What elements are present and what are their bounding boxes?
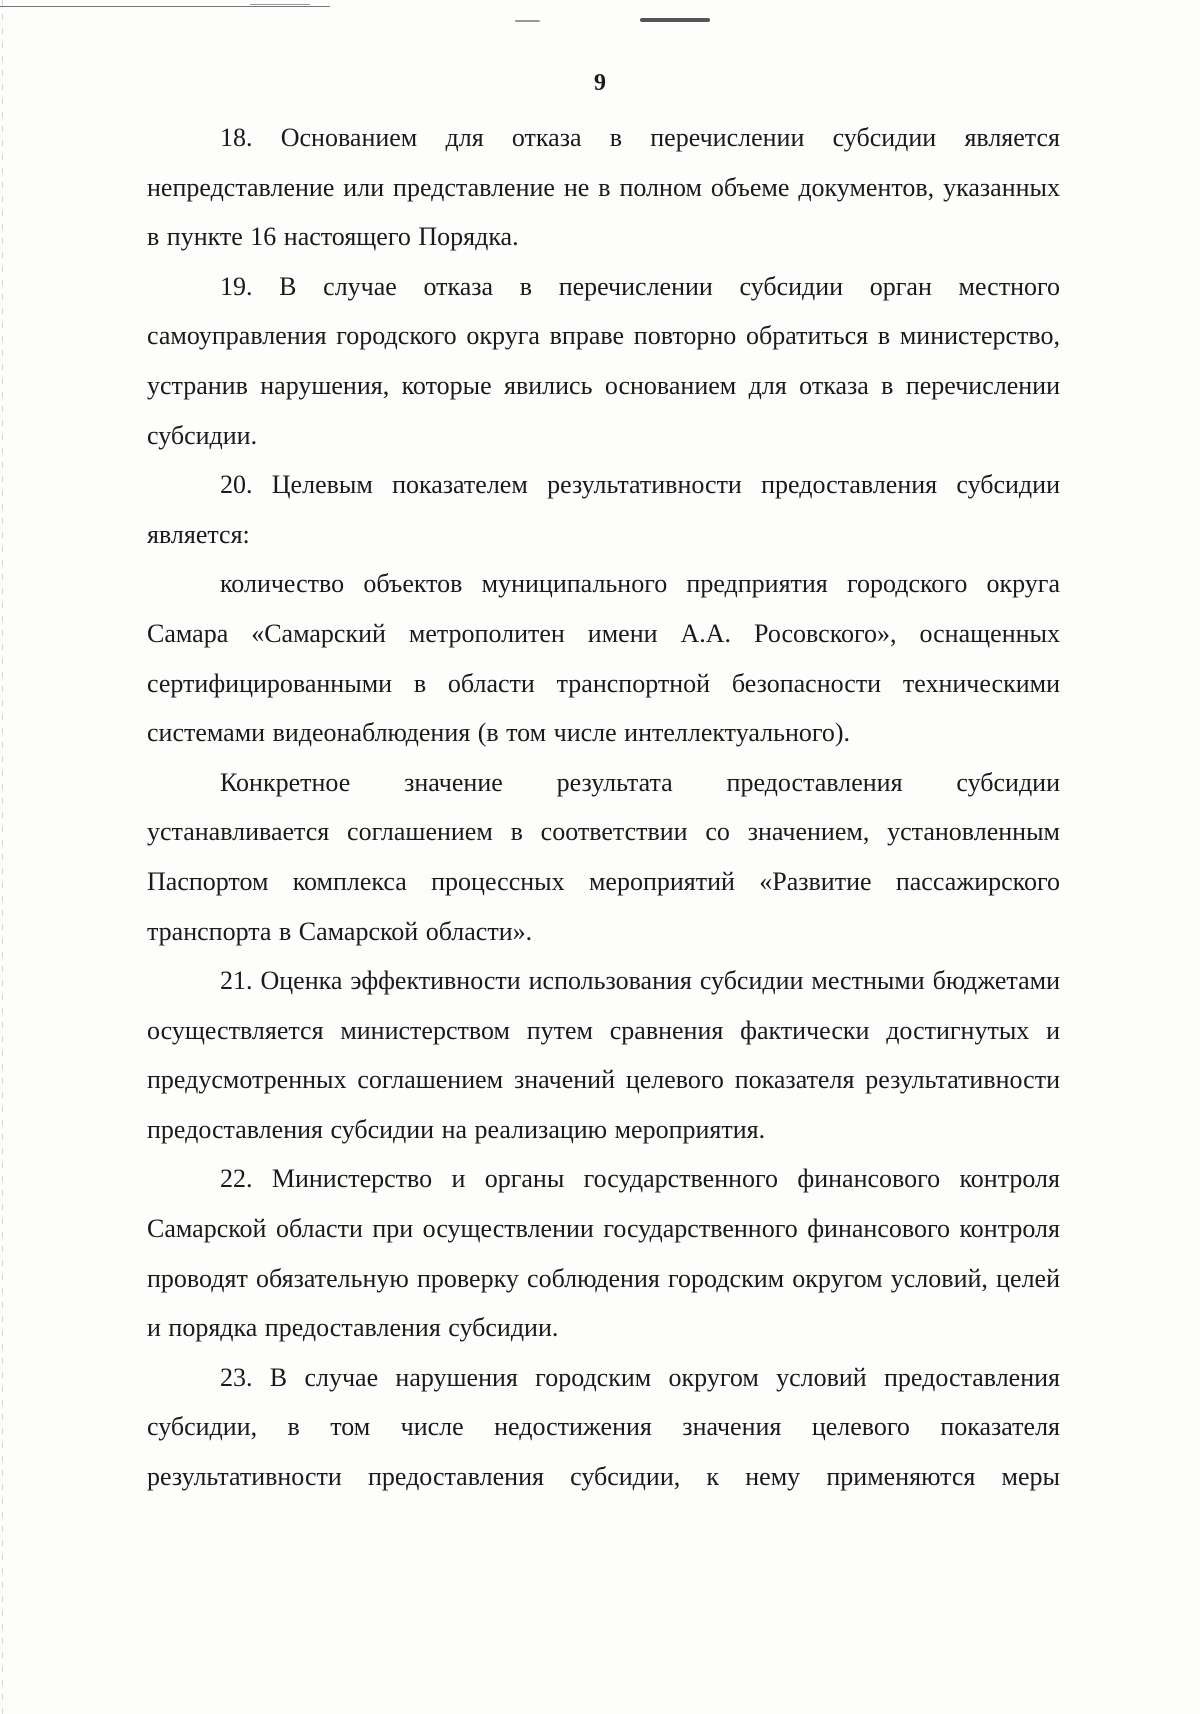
paragraph-19 [147,262,1060,460]
page-number: 9 [594,70,606,96]
scan-speck-artifact [515,20,540,22]
paragraph-text: 22. Министерство и органы государственного финансового контроля Самарской области при осуществлении государственного финансового контроля проводят обязательную проверку соблюдения городским округом условий, целей и порядка предоставления субсидии. [147,1164,1060,1343]
paragraph-text: 21. Оценка эффективности использования субсидии местными бюджетами осуществляется министерством путем сравнения фактически достигнутых и предусмотренных соглашением значений целевого показателя результативности предоставления субсидии на реализацию мероприятия. [147,966,1060,1144]
paragraph-text: количество объектов муниципального предприятия городского округа Самара «Самарский метрополитен имени А.А. Росовского», оснащенных сертифицированными в области транспортной безопасности техническими системами видеонаблюдения (в том числе интеллектуального). [147,569,1060,748]
paragraph-21 [147,956,1060,1154]
paragraph-indicator [147,559,1060,757]
paragraph-23 [147,1353,1060,1502]
paragraph-22 [147,1154,1060,1352]
scan-speck-artifact [640,18,710,22]
scan-line-artifact [250,4,310,5]
paragraph-18 [147,113,1060,262]
paragraph-text: 19. В случае отказа в перечислении субсидии орган местного самоуправления городского округа вправе повторно обратиться в министерство, устранив нарушения, которые явились основанием для отказа в перечислении субсидии. [147,271,1060,450]
scan-line-artifact [0,6,330,7]
paragraph-20 [147,460,1060,559]
paragraph-text: Конкретное значение результата предоставления субсидии устанавливается соглашением в соответствии со значением, установленным Паспортом комплекса процессных мероприятий «Развитие пассажирского транспорта в Самарской области». [147,767,1060,946]
scan-edge-artifact [2,0,3,1714]
paragraph-text: 20. Целевым показателем результативности предоставления субсидии является: [147,470,1060,549]
document-body [147,113,1060,1502]
paragraph-result-value [147,758,1060,956]
paragraph-text: 18. Основанием для отказа в перечислении субсидии является непредставление или представление не в полном объеме документов, указанных в пункте 16 настоящего Порядка. [147,123,1060,252]
paragraph-text: 23. В случае нарушения городским округом условий предоставления субсидии, в том числе недостижения значения целевого показателя результативности предоставления субсидии, к нему применяются меры [147,1362,1060,1492]
